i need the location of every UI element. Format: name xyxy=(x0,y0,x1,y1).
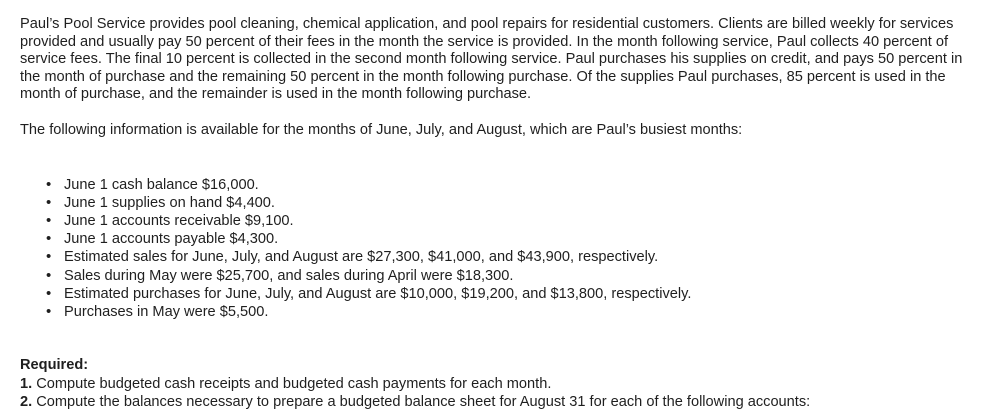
requirement-text: Compute the balances necessary to prepare a budgeted balance sheet for August 31 for each of the following accounts: xyxy=(32,393,811,410)
intro-paragraph: Paul’s Pool Service provides pool cleaning, chemical application, and pool repairs for residential customers. Clients are billed weekly for services provided and usually pay 50 percent of their fees in the month the service is provided. In the month following service, Paul collects 40 percent of service fees. The final 10 percent is collected in the second month following service. Paul purchases his supplies on credit, and pays 50 percent in the month of purchase and the remaining 50 percent in the month following purchase. Of the supplies Paul purchases, 85 percent is used in the month of purchase, and the remainder is used in the month following purchase. xyxy=(20,16,963,103)
required-heading: Required: xyxy=(20,357,89,374)
list-item xyxy=(46,194,984,212)
bullet-icon: • xyxy=(46,175,52,193)
list-item xyxy=(46,303,984,321)
bullet-icon: • xyxy=(46,284,52,302)
fact-text: June 1 accounts payable $4,300. xyxy=(64,231,279,248)
list-item xyxy=(46,176,984,194)
list-item xyxy=(46,267,984,285)
requirement-text: Compute budgeted cash receipts and budgeted cash payments for each month. xyxy=(32,375,552,392)
requirement-number: 2. xyxy=(20,393,33,410)
fact-text: June 1 accounts receivable $9,100. xyxy=(64,212,294,229)
bullet-icon: • xyxy=(46,211,52,229)
fact-text: Purchases in May were $5,500. xyxy=(64,303,269,320)
bullet-icon: • xyxy=(46,302,52,320)
bullet-icon: • xyxy=(46,266,52,284)
lead-sentence: The following information is available for the months of June, July, and August, which are Paul’s busiest months: xyxy=(20,121,743,138)
fact-text: Estimated sales for June, July, and August are $27,300, $41,000, and $43,900, respectively. xyxy=(64,249,659,266)
list-item xyxy=(46,212,984,230)
bullet-icon: • xyxy=(46,193,52,211)
requirement-1 xyxy=(20,375,984,393)
fact-text: June 1 supplies on hand $4,400. xyxy=(64,194,275,211)
bullet-icon: • xyxy=(46,248,52,266)
fact-text: Sales during May were $25,700, and sales during April were $18,300. xyxy=(64,267,514,284)
fact-text: June 1 cash balance $16,000. xyxy=(64,176,259,193)
facts-list xyxy=(20,176,984,322)
list-item xyxy=(46,248,984,266)
requirement-number: 1. xyxy=(20,375,33,392)
fact-text: Estimated purchases for June, July, and August are $10,000, $19,200, and $13,800, respectively. xyxy=(64,285,692,302)
list-item xyxy=(46,230,984,248)
requirement-2 xyxy=(20,393,984,411)
bullet-icon: • xyxy=(46,230,52,248)
required-section xyxy=(20,357,984,411)
list-item xyxy=(46,285,984,303)
